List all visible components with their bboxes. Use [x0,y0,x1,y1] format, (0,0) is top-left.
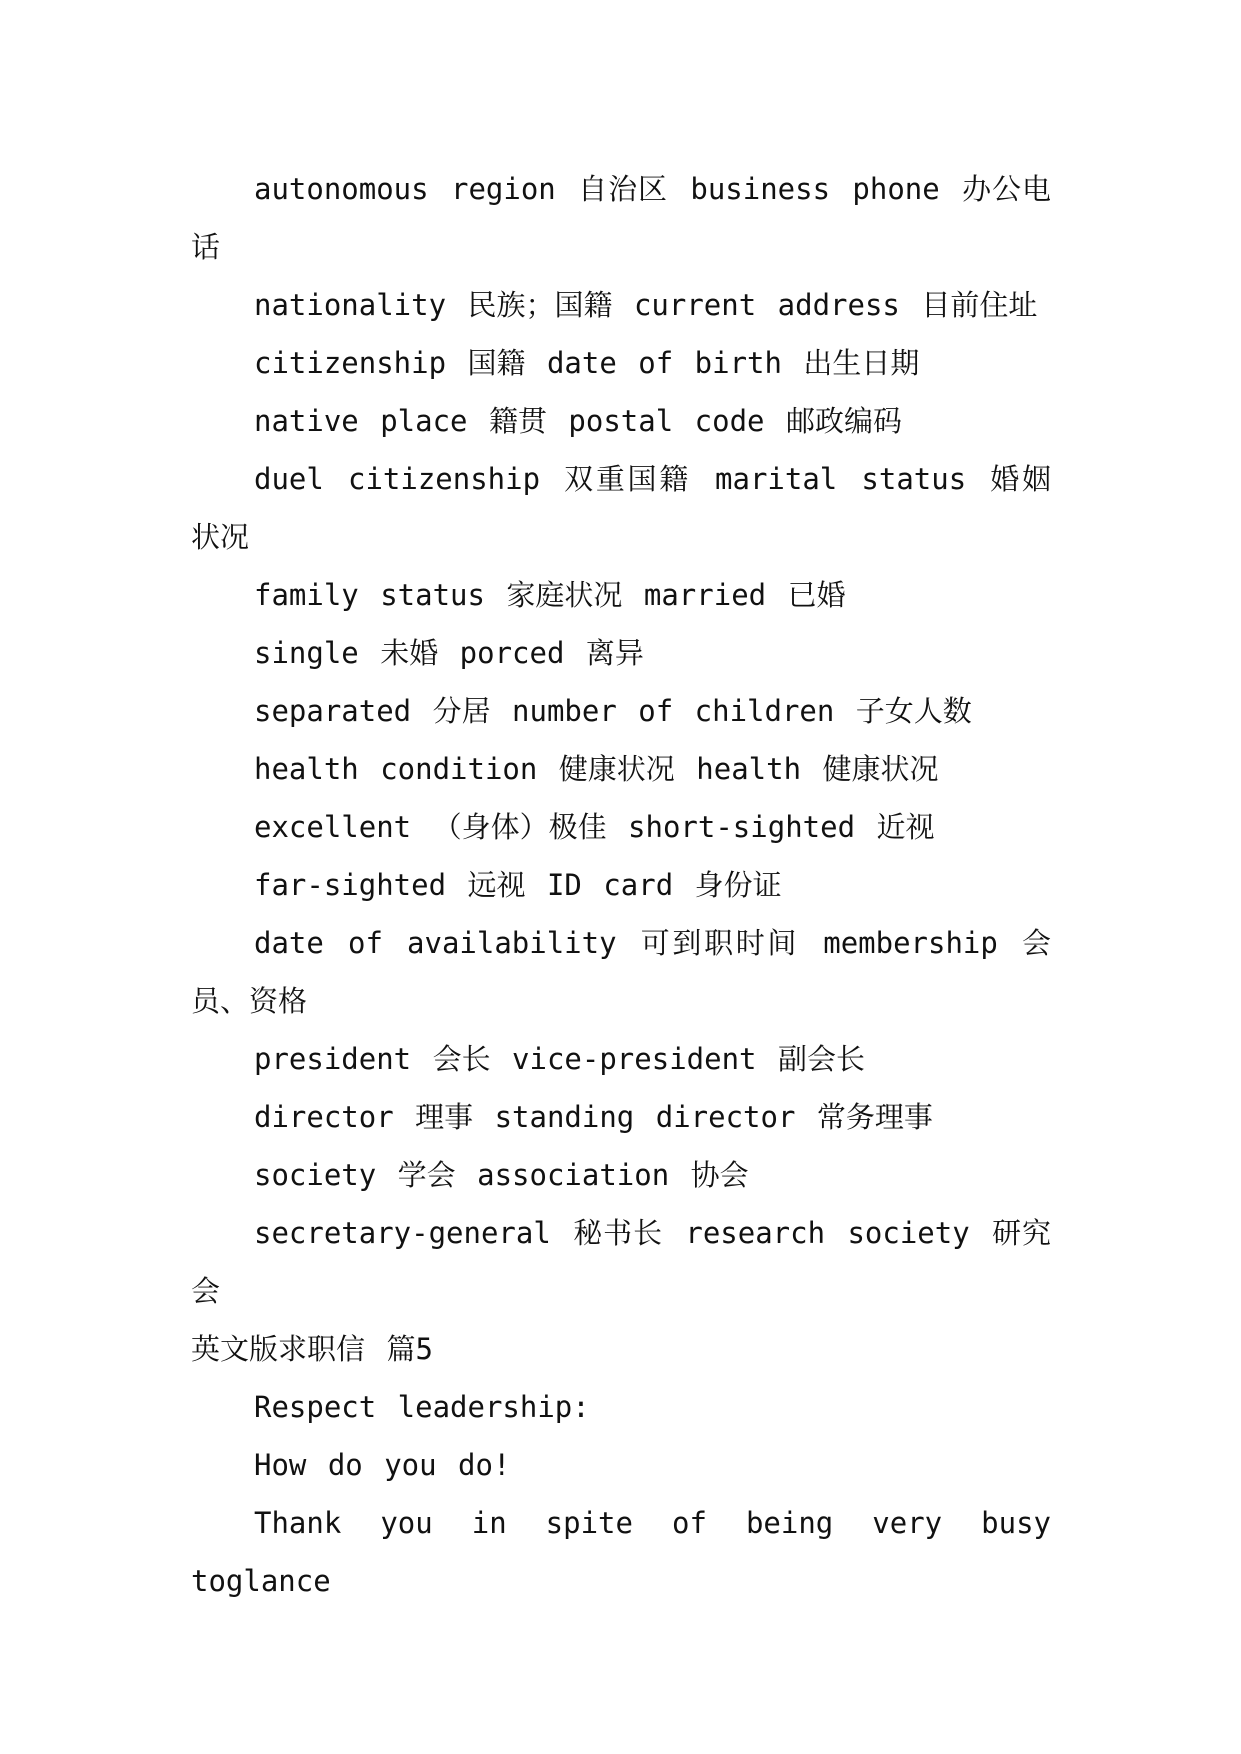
paragraph: family status 家庭状况 married 已婚 [254,578,846,612]
letter-greeting: How do you do! [254,1448,511,1482]
paragraph: far-sighted 远视 ID card 身份证 [254,868,782,902]
paragraph: autonomous region 自治区 business phone 办公电话 [191,172,1051,264]
paragraph: health condition 健康状况 health 健康状况 [254,752,939,786]
paragraph: society 学会 association 协会 [254,1158,749,1192]
document-body [191,160,1051,1610]
letter-salutation: Respect leadership: [254,1390,590,1424]
paragraph: president 会长 vice-president 副会长 [254,1042,865,1076]
paragraph: nationality 民族；国籍 current address 目前住址 [254,288,1038,322]
paragraph: separated 分居 number of children 子女人数 [254,694,972,728]
section-heading: 英文版求职信 篇5 [191,1332,433,1366]
letter-body-paragraph: Thank you in spite of being very busy toglance [191,1506,1051,1598]
paragraph: director 理事 standing director 常务理事 [254,1100,933,1134]
paragraph: duel citizenship 双重国籍 marital status 婚姻状况 [191,462,1051,554]
paragraph: citizenship 国籍 date of birth 出生日期 [254,346,920,380]
paragraph: excellent （身体）极佳 short-sighted 近视 [254,810,935,844]
paragraph: date of availability 可到职时间 membership 会员、资格 [191,926,1051,1018]
paragraph: single 未婚 porced 离异 [254,636,644,670]
paragraph: native place 籍贯 postal code 邮政编码 [254,404,902,438]
paragraph: secretary-general 秘书长 research society 研究会 [191,1216,1051,1308]
